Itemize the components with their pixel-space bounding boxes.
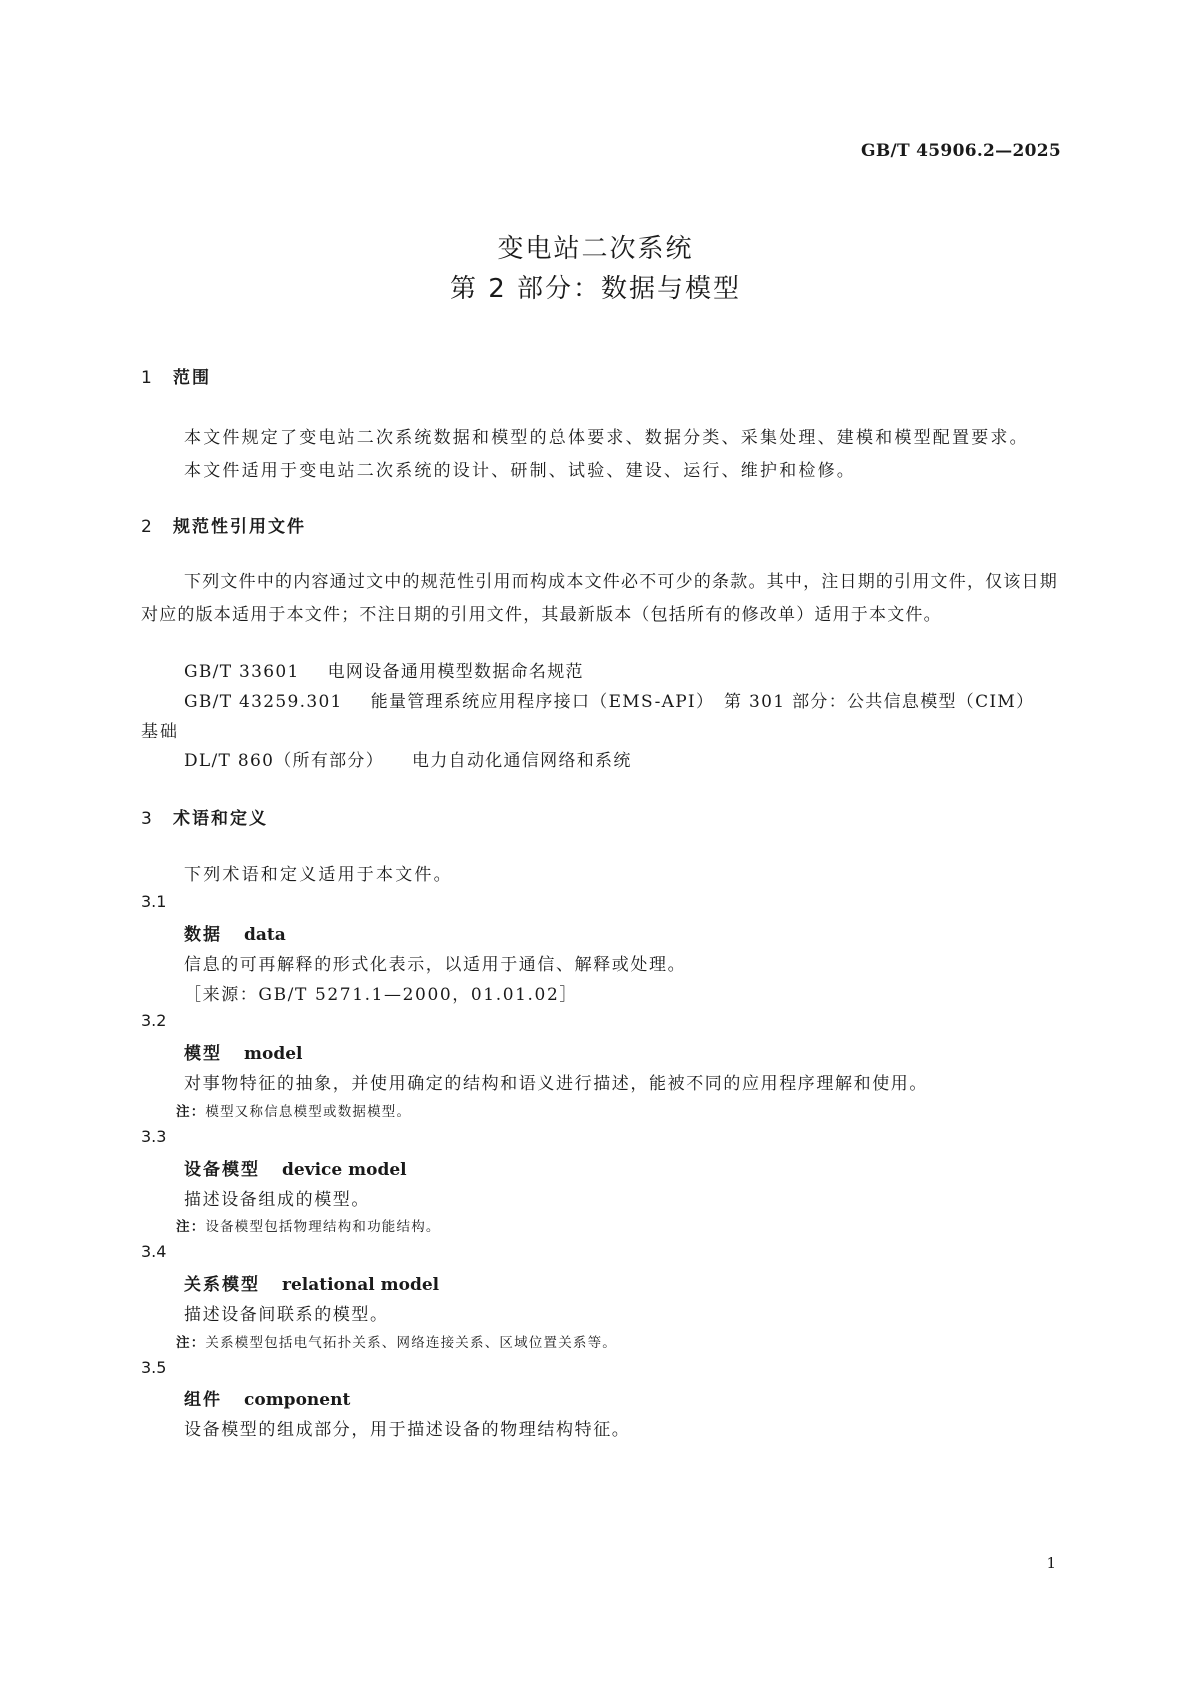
reference-title: 电网设备通用模型数据命名规范	[327, 662, 584, 682]
term-definition: 信息的可再解释的形式化表示，以适用于通信、解释或处理。	[184, 955, 687, 975]
section-number: 1	[141, 368, 152, 388]
section-number: 2	[141, 517, 152, 537]
term-number: 3.5	[141, 1358, 167, 1377]
term-number: 3.2	[141, 1011, 167, 1030]
terms-intro: 下列术语和定义适用于本文件。	[184, 865, 453, 885]
references-intro: 下列文件中的内容通过文中的规范性引用而构成本文件必不可少的条款。其中，注日期的引用文件，仅该日期对应的版本适用于本文件；不注日期的引用文件，其最新版本（包括所有的修改单）适用于本文件。	[141, 572, 1058, 625]
term-number: 3.3	[141, 1127, 167, 1146]
term-zh: 设备模型	[184, 1160, 260, 1180]
section-title: 范围	[173, 368, 211, 388]
term-en: data	[244, 925, 286, 945]
term-en: model	[244, 1044, 303, 1064]
term-definition: 描述设备组成的模型。	[184, 1190, 370, 1210]
term-zh: 关系模型	[184, 1275, 260, 1295]
section-3-heading	[141, 804, 268, 829]
reference-code: DL/T 860（所有部分）	[184, 751, 385, 771]
term-definition: 设备模型的组成部分，用于描述设备的物理结构特征。	[184, 1420, 631, 1440]
term-note	[176, 1331, 617, 1351]
section-title: 规范性引用文件	[173, 517, 306, 537]
reference-code: GB/T 33601	[184, 662, 300, 682]
term-heading	[184, 1155, 407, 1180]
document-title-line2: 第 2 部分：数据与模型	[449, 274, 742, 304]
reference-title: 电力自动化通信网络和系统	[412, 751, 632, 771]
term-note	[176, 1100, 411, 1120]
note-text: 模型又称信息模型或数据模型。	[205, 1104, 412, 1120]
scope-paragraph-1: 本文件规定了变电站二次系统数据和模型的总体要求、数据分类、采集处理、建模和模型配置要求。	[184, 428, 1029, 448]
reference-title: 能量管理系统应用程序接口（EMS-API） 第 301 部分：公共信息模型（CIM）	[370, 692, 1035, 712]
page-number: 1	[1046, 1554, 1056, 1572]
term-heading	[184, 920, 286, 945]
term-en: relational model	[282, 1275, 440, 1295]
note-label: 注：	[176, 1104, 206, 1120]
term-source: ［来源：GB/T 5271.1—2000，01.01.02］	[184, 985, 578, 1005]
term-en: component	[244, 1390, 351, 1410]
note-label: 注：	[176, 1335, 206, 1351]
section-title: 术语和定义	[173, 809, 268, 829]
standard-number: GB/T 45906.2—2025	[861, 141, 1061, 161]
term-zh: 模型	[184, 1044, 222, 1064]
term-zh: 数据	[184, 925, 222, 945]
document-title-line1: 变电站二次系统	[497, 234, 694, 264]
term-zh: 组件	[184, 1390, 222, 1410]
term-note	[176, 1215, 441, 1235]
term-definition: 描述设备间联系的模型。	[184, 1305, 389, 1325]
reference-item	[184, 687, 1034, 712]
term-heading	[184, 1270, 439, 1295]
note-text: 关系模型包括电气拓扑关系、网络连接关系、区域位置关系等。	[205, 1335, 618, 1351]
reference-item	[184, 657, 584, 682]
section-1-heading	[141, 363, 211, 388]
reference-code: GB/T 43259.301	[184, 692, 343, 712]
term-definition: 对事物特征的抽象，并使用确定的结构和语义进行描述，能被不同的应用程序理解和使用。	[184, 1074, 928, 1094]
term-heading	[184, 1385, 350, 1410]
term-en: device model	[282, 1160, 407, 1180]
note-label: 注：	[176, 1219, 206, 1235]
term-number: 3.1	[141, 892, 167, 911]
note-text: 设备模型包括物理结构和功能结构。	[205, 1219, 441, 1235]
section-2-heading	[141, 512, 306, 537]
scope-paragraph-2: 本文件适用于变电站二次系统的设计、研制、试验、建设、运行、维护和检修。	[184, 461, 856, 481]
term-number: 3.4	[141, 1242, 167, 1261]
section-number: 3	[141, 809, 152, 829]
term-heading	[184, 1039, 303, 1064]
reference-item	[184, 746, 632, 771]
reference-title-continuation: 基础	[141, 722, 179, 742]
